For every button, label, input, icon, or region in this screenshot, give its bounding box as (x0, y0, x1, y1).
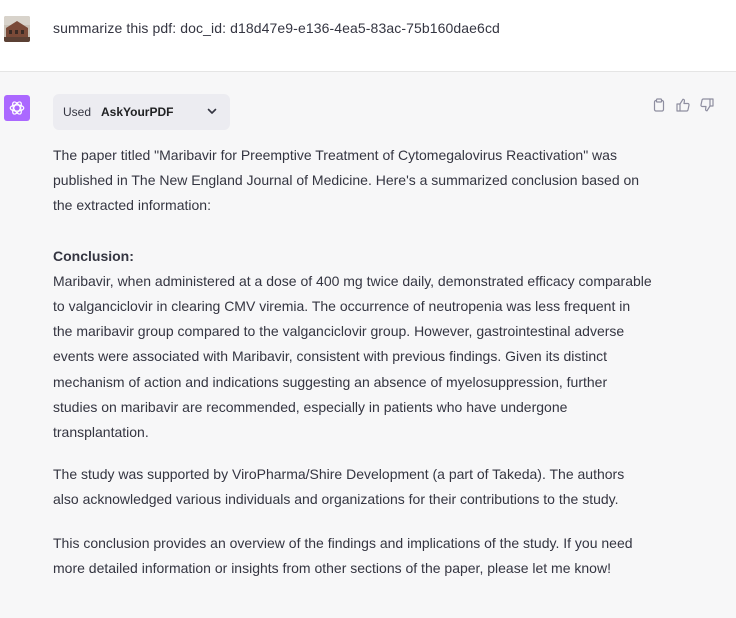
assistant-avatar (4, 95, 30, 121)
assistant-message-row (0, 72, 736, 618)
copy-button[interactable] (650, 96, 668, 114)
plugin-name: AskYourPDF (101, 105, 174, 119)
user-avatar-photo (4, 16, 30, 42)
chevron-down-icon (206, 105, 218, 120)
conclusion-paragraph: Maribavir, when administered at a dose of 400 mg twice daily, demonstrated efficacy comparable to valganciclovir in clearing CMV viremia. The occurrence of neutropenia was less frequent in the maribavir group compared to the valganciclovir group. However, gastrointestinal adverse events were associated with Maribavir, consistent with previous findings. Given its distinct mechanism of action and indications suggesting an absence of myelosuppression, further studies on maribavir are recommended, especially in patients who have undergone transplantation. (53, 272, 652, 441)
thumbs-up-button[interactable] (674, 96, 692, 114)
clipboard-icon (652, 98, 666, 112)
message-actions (650, 96, 716, 114)
plugin-used-label: Used (63, 105, 92, 119)
openai-logo-icon (8, 99, 26, 117)
conclusion-heading: Conclusion: (53, 247, 134, 264)
thumbs-down-button[interactable] (698, 96, 716, 114)
user-message-row (0, 0, 736, 72)
plugin-used-dropdown[interactable] (53, 94, 230, 130)
assistant-message-content (53, 143, 653, 581)
user-avatar[interactable] (4, 16, 30, 42)
intro-paragraph: The paper titled "Maribavir for Preemptive Treatment of Cytomegalovirus Reactivation" was published in The New England Journal of Medicine. Here's a summarized conclusion based on the extracted information: (53, 147, 640, 214)
support-paragraph: The study was supported by ViroPharma/Shire Development (a part of Takeda). The authors also acknowledged various individuals and organizations for their contributions to the study. (53, 466, 625, 508)
user-message-text: summarize this pdf: doc_id: d18d47e9-e136-4ea5-83ac-75b160dae6cd (53, 20, 500, 36)
thumbs-down-icon (700, 98, 714, 112)
closing-paragraph: This conclusion provides an overview of the findings and implications of the study. If you need more detailed information or insights from other sections of the paper, please let me know! (53, 534, 633, 576)
thumbs-up-icon (676, 98, 690, 112)
